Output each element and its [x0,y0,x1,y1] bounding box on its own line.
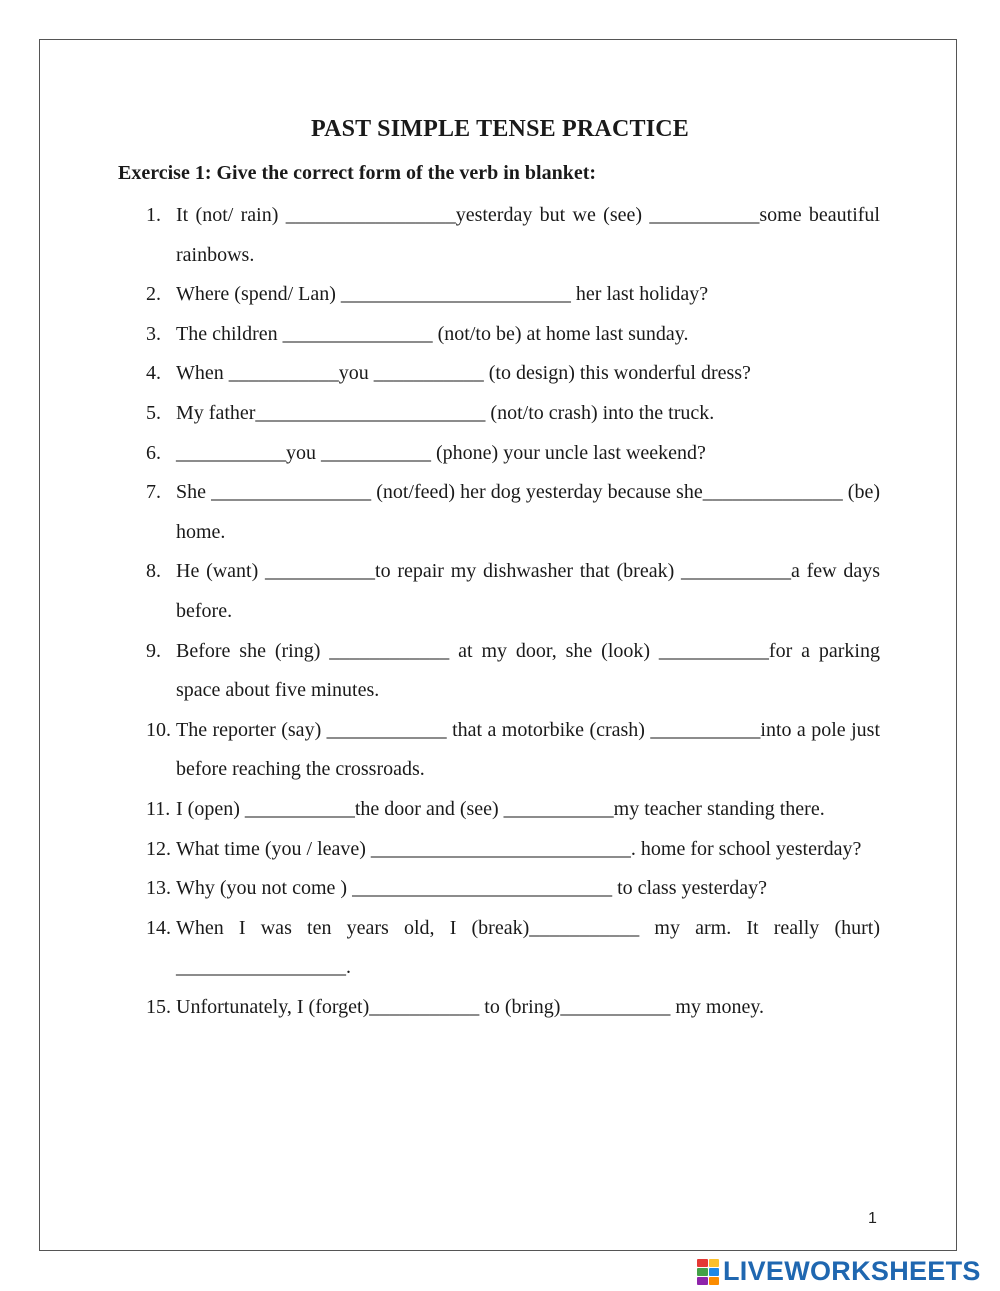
brand-text: LIVEWORKSHEETS [723,1256,981,1286]
question-number: 2. [146,283,161,306]
question-text: When I was ten years old, I (break)___________ my arm. It really (hurt) _________________. [176,916,880,979]
question-text: When ___________you ___________ (to design) this wonderful dress? [176,362,751,385]
question-text: ___________you ___________ (phone) your uncle last weekend? [176,441,706,464]
question-number: 8. [146,560,161,583]
question-text: He (want) ___________to repair my dishwasher that (break) ___________a few days before. [176,560,880,622]
question-number: 10. [146,718,171,741]
question-text: She ________________ (not/feed) her dog yesterday because she______________ (be) home. [176,481,880,543]
question-item [146,354,880,394]
question-number: 11. [146,797,171,820]
question-number: 5. [146,401,161,424]
question-text: Before she (ring) ____________ at my door, she (look) ___________for a parking space about five minutes. [176,639,880,702]
question-item [146,473,880,552]
page-number: 1 [868,1210,877,1227]
question-text: The reporter (say) ____________ that a motorbike (crash) ___________into a pole just before reaching the crossroads. [176,718,880,781]
logo-block [709,1268,720,1276]
question-item [146,394,880,434]
logo-block [709,1259,720,1267]
question-item [146,315,880,355]
question-text: It (not/ rain) _________________yesterday but we (see) ___________some beautiful rainbows. [176,204,880,266]
logo-block [709,1277,720,1285]
liveworksheets-logo-icon [697,1259,719,1285]
question-number: 4. [146,362,161,385]
logo-block [697,1277,708,1285]
question-item [146,434,880,474]
question-text: Unfortunately, I (forget)___________ to (bring)___________ my money. [176,995,765,1018]
question-number: 12. [146,837,171,860]
question-item [146,711,880,790]
question-list [146,196,880,1027]
question-text: My father_______________________ (not/to crash) into the truck. [176,401,715,424]
logo-block [697,1259,708,1267]
question-item [146,909,880,988]
question-number: 13. [146,877,171,900]
question-text: Where (spend/ Lan) _______________________ her last holiday? [176,283,709,306]
question-number: 14. [146,916,171,939]
question-item [146,790,880,830]
question-text: I (open) ___________the door and (see) ___________my teacher standing there. [176,797,825,820]
question-item [146,869,880,909]
question-number: 7. [146,481,161,504]
question-item [146,196,880,275]
question-item [146,552,880,631]
question-item [146,830,880,870]
question-text: The children _______________ (not/to be) at home last sunday. [176,322,689,345]
question-number: 9. [146,639,161,662]
question-text: What time (you / leave) __________________________. home for school yesterday? [176,837,862,860]
question-text: Why (you not come ) __________________________ to class yesterday? [176,877,768,900]
question-item [146,275,880,315]
question-number: 3. [146,322,161,345]
question-number: 1. [146,204,161,226]
page-title: PAST SIMPLE TENSE PRACTICE [311,116,689,142]
question-item [146,988,880,1028]
question-number: 6. [146,441,161,464]
liveworksheets-brand[interactable] [697,1256,981,1287]
question-number: 15. [146,995,171,1018]
question-item [146,632,880,711]
exercise-heading: Exercise 1: Give the correct form of the verb in blanket: [118,162,597,184]
logo-block [697,1268,708,1276]
